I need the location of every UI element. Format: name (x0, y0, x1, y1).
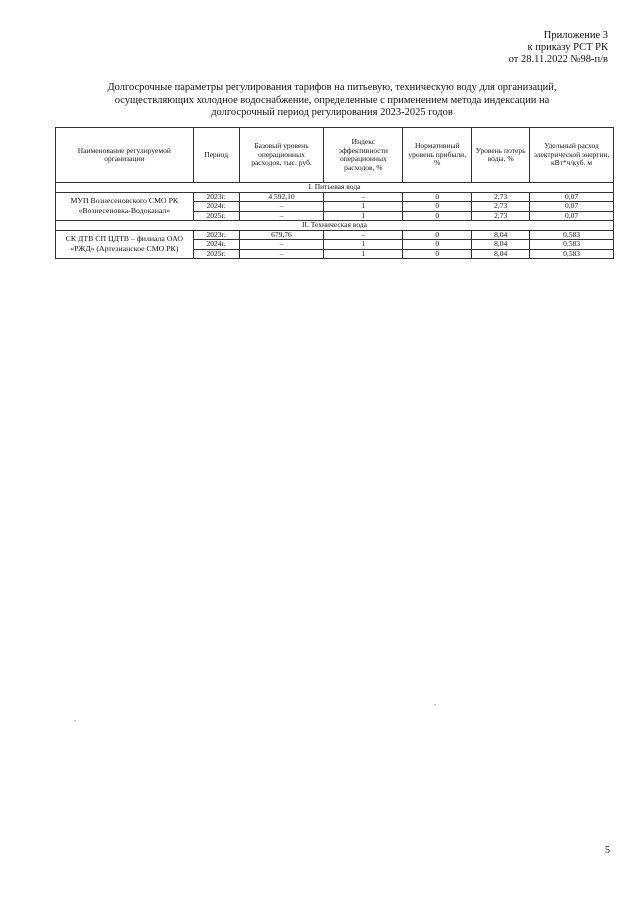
section-title: I. Питьевая вода (56, 183, 614, 193)
cell-base-opex: 679,76 (239, 230, 324, 240)
cell-base-opex: – (239, 211, 324, 221)
cell-water-loss: 8,04 (472, 230, 530, 240)
header-energy-consumption: Удельный расход электрической энергии, кВт*ч/куб. м (530, 128, 614, 183)
title-line-1: Долгосрочные параметры регулирования тарифов на питьевую, техническую воду для организаций, (107, 82, 557, 93)
cell-profit-level: 0 (403, 202, 472, 212)
cell-energy-consumption: 0,583 (530, 240, 614, 250)
document-title (70, 82, 594, 120)
cell-efficiency-index: – (324, 192, 403, 202)
cell-period: 2025г. (193, 249, 239, 259)
page-number: 5 (605, 845, 610, 856)
cell-energy-consumption: 0,583 (530, 249, 614, 259)
cell-base-opex: – (239, 240, 324, 250)
cell-efficiency-index: – (324, 230, 403, 240)
cell-profit-level: 0 (403, 249, 472, 259)
cell-efficiency-index: 1 (324, 202, 403, 212)
cell-energy-consumption: 0,583 (530, 230, 614, 240)
table-row (56, 230, 614, 240)
title-line-2: осуществляющих холодное водоснабжение, определенные с применением метода индексации на (114, 94, 550, 106)
org-name: МУП Вознесеновского СМО РК «Вознесеновка-Водоканал» (56, 192, 194, 221)
cell-profit-level: 0 (403, 192, 472, 202)
cell-water-loss: 8,04 (472, 249, 530, 259)
cell-profit-level: 0 (403, 211, 472, 221)
cell-base-opex: – (239, 202, 324, 212)
org-name: СК ДТВ СП ЦДТВ – филиала ОАО «РЖД» (Артезианское СМО РК) (56, 230, 194, 259)
cell-energy-consumption: 0,07 (530, 192, 614, 202)
header-water-loss: Уровень потерь воды, % (472, 128, 530, 183)
cell-water-loss: 2,73 (472, 192, 530, 202)
header-base-opex: Базовый уровень операционных расходов, тыс. руб. (239, 128, 324, 183)
table-header-row (56, 128, 614, 183)
cell-period: 2024г. (193, 240, 239, 250)
table-row (56, 192, 614, 202)
cell-period: 2025г. (193, 211, 239, 221)
section-row (56, 183, 614, 193)
appendix-note (509, 30, 608, 66)
cell-period: 2023г. (193, 192, 239, 202)
cell-profit-level: 0 (403, 230, 472, 240)
section-title: II. Техническая вода (56, 221, 614, 231)
cell-water-loss: 8,04 (472, 240, 530, 250)
cell-energy-consumption: 0,07 (530, 211, 614, 221)
cell-profit-level: 0 (403, 240, 472, 250)
header-efficiency-index: Индекс эффективности операционных расходов, % (324, 128, 403, 183)
cell-efficiency-index: 1 (324, 249, 403, 259)
cell-water-loss: 2,73 (472, 211, 530, 221)
cell-water-loss: 2,73 (472, 202, 530, 212)
header-period: Период (193, 128, 239, 183)
title-line-3: долгосрочный период регулирования 2023-2025 годов (211, 107, 453, 118)
cell-base-opex: 4 592,10 (239, 192, 324, 202)
appendix-order-ref: к приказу РСТ РК (527, 42, 608, 53)
appendix-order-date: от 28.11.2022 №98-п/в (508, 54, 608, 65)
header-profit-level: Нормативный уровень прибыли, % (403, 128, 472, 183)
parameters-table (55, 127, 614, 259)
header-org: Наименование регулируемой организации (56, 128, 194, 183)
cell-base-opex: – (239, 249, 324, 259)
section-row (56, 221, 614, 231)
cell-efficiency-index: 1 (324, 240, 403, 250)
appendix-title: Приложение 3 (543, 30, 608, 41)
cell-period: 2023г. (193, 230, 239, 240)
cell-efficiency-index: 1 (324, 211, 403, 221)
scan-speck (74, 720, 76, 721)
cell-energy-consumption: 0,07 (530, 202, 614, 212)
scan-speck (434, 704, 436, 705)
cell-period: 2024г. (193, 202, 239, 212)
